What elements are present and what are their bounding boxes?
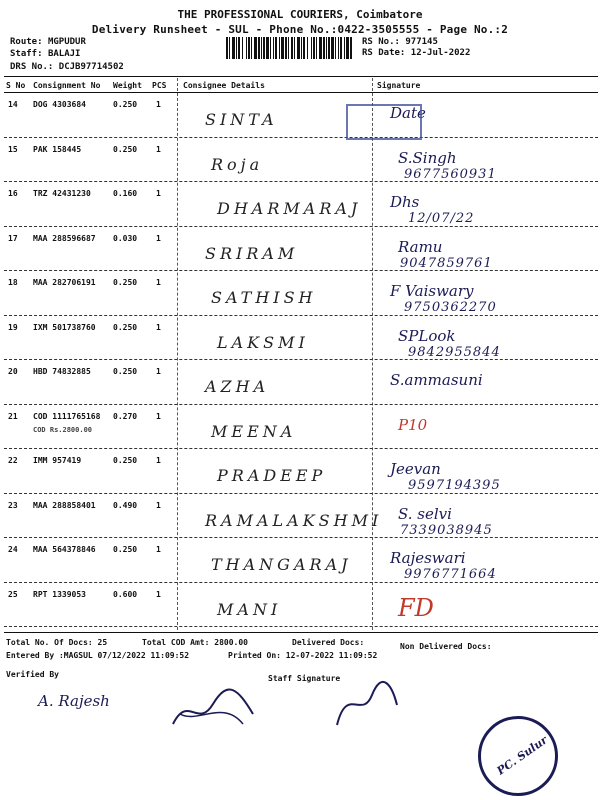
row-signature: Rajeswari [390,549,466,567]
row-sno: 25 [8,589,18,599]
barcode [226,37,352,63]
row-separator [4,448,598,449]
row-separator [4,226,598,227]
row-consignee-name: MEENA [211,421,297,441]
barcode-bar [258,37,260,59]
row-consignee-name: SRIRAM [205,243,299,263]
footer-top-rule [4,632,598,633]
row-phone: 9047859761 [400,255,493,271]
barcode-bar [328,37,330,59]
row-weight: 0.250 [113,322,138,332]
row-phone: 9750362270 [404,300,497,315]
row-weight: 0.250 [113,456,138,465]
non-delivered-docs: Non Delivered Docs: [400,642,492,651]
col-signature: Signature [377,81,421,90]
row-pcs: 1 [156,411,161,421]
barcode-bar [242,37,243,59]
row-signature: S.Singh [398,148,457,167]
verifier-scribble [168,684,258,734]
barcode-bar [232,37,235,59]
row-consignment: HBD 74832885 [33,367,91,376]
row-phone: 9677560931 [404,166,497,182]
row-consignment: RPT 1339053 [33,589,86,599]
staff-signature-label: Staff Signature [268,674,341,683]
row-phone: 9976771664 [404,567,497,582]
row-consignment: DOG 4303684 [33,100,86,109]
barcode-bar [238,37,240,59]
row-sno: 15 [8,144,18,154]
barcode-bar [281,37,284,59]
row-sno: 17 [8,233,18,243]
row-pcs: 1 [156,322,161,332]
row-signature: F Vaiswary [390,282,474,300]
barcode-bar [338,37,339,59]
runsheet-subtitle: Delivery Runsheet - SUL - Phone No.:0422-3505555 - Page No.:2 [91,23,509,36]
row-separator [4,137,598,138]
row-consignment: IXM 501738760 [33,322,96,332]
barcode-bar [236,37,237,59]
row-pcs: 1 [156,189,161,198]
header-top-rule [4,76,598,77]
total-docs: Total No. Of Docs: 25 [6,638,108,647]
row-pcs: 1 [156,100,161,109]
row-weight: 0.030 [113,233,138,243]
row-pcs: 1 [156,500,161,510]
office-seal [478,716,558,796]
verified-by-label: Verified By [6,670,59,679]
row-separator [4,315,598,316]
row-signature: Jeevan [390,460,441,478]
row-weight: 0.490 [113,500,138,510]
row-weight: 0.250 [113,545,138,554]
barcode-bar [273,37,274,59]
row-consignment: PAK 158445 [33,144,82,154]
row-cod-note: COD Rs.2800.00 [33,425,93,434]
row-weight: 0.250 [113,367,138,376]
barcode-bar [316,37,317,59]
row-sno: 21 [8,411,18,421]
row-consignment: IMM 957419 [33,456,82,465]
row-sno: 24 [8,545,18,554]
row-pcs: 1 [156,278,161,287]
row-pcs: 1 [156,456,161,465]
barcode-bar [291,37,293,59]
row-consignee-name: PRADEEP [217,466,327,485]
row-consignee-name: SATHISH [211,288,317,307]
row-phone: 7339038945 [400,522,493,538]
header-bottom-rule [4,92,598,93]
row-consignee-name: AZHA [205,377,270,396]
row-consignee-name: SINTA [205,110,278,129]
row-separator [4,404,598,405]
barcode-bar [346,37,349,59]
staff-line: Staff: BALAJI [10,49,81,59]
row-separator [4,359,598,360]
barcode-bar [331,37,334,59]
row-signature: FD [398,593,434,622]
barcode-bar [344,37,345,59]
row-separator [4,582,598,583]
row-sno: 20 [8,367,18,376]
row-weight: 0.250 [113,144,138,154]
row-consignment: MAA 288858401 [33,500,96,510]
barcode-bar [288,37,289,59]
barcode-bar [340,37,342,59]
row-separator [4,493,598,494]
row-consignee-name: Roja [211,154,264,174]
row-signature: Date [390,104,426,122]
delivered-docs: Delivered Docs: [292,638,365,647]
row-sno: 19 [8,322,18,332]
barcode-bar [301,37,302,59]
row-signature: S.ammasuni [390,371,483,389]
rs-no-line: RS No.: 977145 [362,37,438,47]
row-consignment: MAA 282706191 [33,278,96,287]
row-pcs: 1 [156,367,161,376]
barcode-bar [285,37,287,59]
barcode-bar [313,37,315,59]
row-pcs: 1 [156,233,161,243]
barcode-bar [270,37,271,59]
row-phone: 9842955844 [408,344,501,360]
row-sno: 14 [8,100,18,109]
row-separator [4,626,598,627]
row-sno: 22 [8,456,18,465]
row-consignee-name: THANGARAJ [211,555,352,574]
row-consignment: MAA 564378846 [33,545,96,554]
col-consignee: Consignee Details [183,81,265,90]
row-signature: P10 [398,415,428,434]
barcode-bar [350,37,352,59]
row-phone: 9597194395 [408,478,501,493]
barcode-bar [303,37,305,59]
barcode-bar [294,37,295,59]
row-pcs: 1 [156,589,161,599]
row-signature: SPLook [398,326,456,345]
barcode-bar [335,37,336,59]
col-weight: Weight [113,81,142,90]
barcode-bar [297,37,300,59]
consignee-divider [177,78,178,630]
barcode-bar [261,37,262,59]
verifier-signature: A. Rajesh [38,692,110,710]
col-consignment: Consignment No [33,81,101,90]
row-weight: 0.250 [113,100,138,109]
rs-date-line: RS Date: 12-Jul-2022 [362,48,471,58]
row-pcs: 1 [156,144,161,154]
date-stamp [346,104,422,140]
company-title: THE PROFESSIONAL COURIERS, Coimbatore [177,8,423,21]
barcode-bar [279,37,280,59]
barcode-bar [263,37,265,59]
seal-text: PC. Sulur [494,733,550,778]
row-separator [4,270,598,271]
signature-divider [372,78,373,630]
barcode-bar [254,37,257,59]
row-weight: 0.270 [113,411,138,421]
barcode-bar [246,37,247,59]
barcode-bar [266,37,269,59]
row-signature: S. selvi [398,504,452,523]
row-phone: 12/07/22 [408,211,475,226]
row-sno: 18 [8,278,18,287]
col-pcs: PCS [152,81,167,90]
barcode-bar [326,37,327,59]
barcode-bar [307,37,308,59]
barcode-bar [319,37,322,59]
row-signature: Ramu [398,237,443,256]
row-pcs: 1 [156,545,161,554]
row-consignment: COD 1111765168 [33,411,101,421]
row-separator [4,181,598,182]
route-line: Route: MGPUDUR [10,37,86,47]
entered-by: Entered By :MAGSUL 07/12/2022 11:09:52 [6,651,190,660]
row-consignee-name: LAKSMI [217,332,309,352]
col-sno: S No [6,81,26,90]
row-weight: 0.600 [113,589,138,599]
barcode-bar [311,37,312,59]
drs-line: DRS No.: DCJB97714502 [10,62,124,72]
total-cod: Total COD Amt: 2800.00 [142,638,248,647]
row-consignee-name: MANI [217,599,282,619]
row-separator [4,537,598,538]
barcode-bar [275,37,277,59]
row-sno: 16 [8,189,18,198]
printed-on: Printed On: 12-07-2022 11:09:52 [228,651,378,660]
row-weight: 0.160 [113,189,138,198]
barcode-bar [251,37,252,59]
row-consignment: MAA 288596687 [33,233,96,243]
row-consignment: TRZ 42431230 [33,189,91,198]
row-weight: 0.250 [113,278,138,287]
row-signature: Dhs [390,193,420,211]
row-sno: 23 [8,500,18,510]
row-consignee-name: DHARMARAJ [217,199,362,218]
barcode-bar [323,37,325,59]
barcode-bar [226,37,228,59]
barcode-bar [229,37,230,59]
staff-scribble [332,680,402,730]
row-consignee-name: RAMALAKSHMI [205,510,383,530]
barcode-bar [248,37,250,59]
